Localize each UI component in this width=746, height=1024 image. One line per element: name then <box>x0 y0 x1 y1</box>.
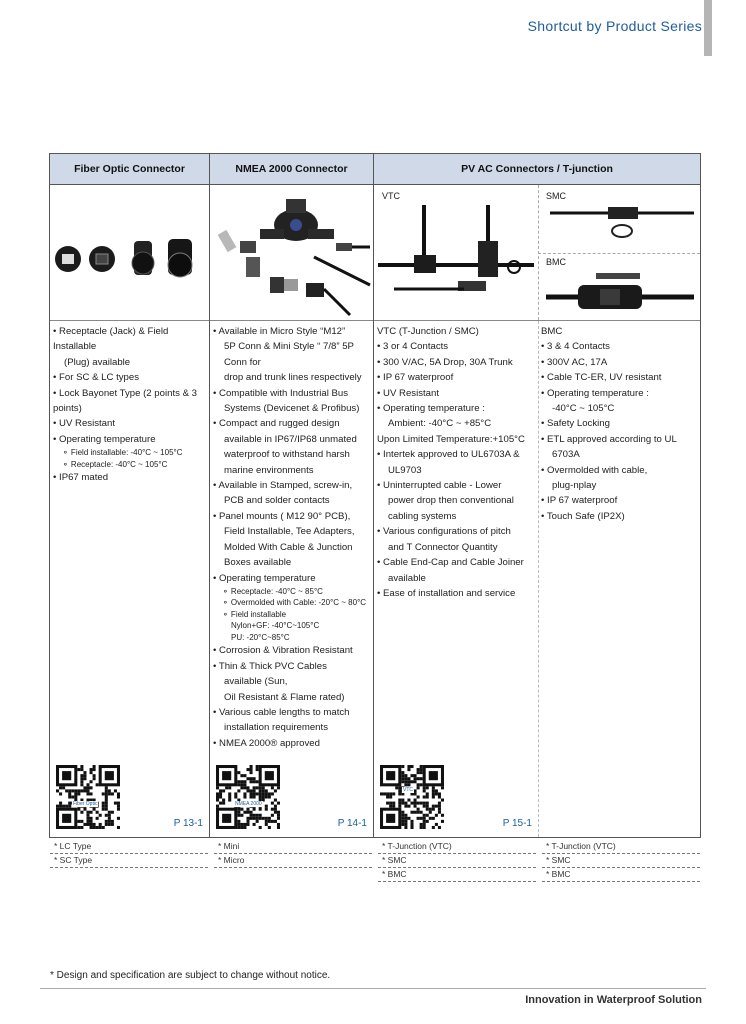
qr-code[interactable] <box>56 765 120 829</box>
feature-item: available <box>388 572 426 584</box>
feature-item: • Operating temperature <box>213 572 316 584</box>
feature-item: • UV Resistant <box>53 418 116 430</box>
sub-type-item[interactable]: * BMC <box>378 868 536 882</box>
feature-item: and T Connector Quantity <box>388 541 498 553</box>
feature-item: • Available in Stamped, screw-in, <box>213 480 353 492</box>
feature-item: VTC (T-Junction / SMC) <box>377 326 479 337</box>
feature-item: • Compact and rugged design <box>213 418 340 430</box>
qr-tag: VTC <box>403 787 413 793</box>
sub-type-item[interactable]: * LC Type <box>50 840 208 854</box>
feature-item: -40°C ~ 105°C <box>552 403 615 415</box>
feature-item: ⚬ Field installable: -40°C ~ 105°C <box>62 448 183 458</box>
sub-type-item[interactable]: * SMC <box>542 854 700 868</box>
column-title: PV AC Connectors / T-junction <box>374 154 700 185</box>
column-nmea-2000 <box>210 154 374 837</box>
feature-list <box>210 321 373 751</box>
feature-item: Nylon+GF: -40°C~105°C <box>231 621 320 631</box>
feature-item: waterproof to withstand harsh <box>224 449 350 461</box>
feature-item: • Operating temperature <box>53 433 156 445</box>
sub-type-item[interactable]: * Micro <box>214 854 372 868</box>
feature-item: • ETL approved according to UL <box>541 433 677 445</box>
feature-item: cabling systems <box>388 510 457 522</box>
fiber-optic-connector-image <box>50 185 209 321</box>
feature-item: Ambient: -40°C ~ +85°C <box>388 418 492 430</box>
feature-item: • UV Resistant <box>377 387 440 399</box>
feature-item: Field Installable, Tee Adapters, <box>224 526 355 538</box>
sub-type-list <box>542 840 700 882</box>
qr-code[interactable] <box>216 765 280 829</box>
page-reference[interactable]: P 13-1 <box>173 818 203 829</box>
column-pv-ac <box>374 154 700 837</box>
pv-ac-connector-images <box>374 185 700 321</box>
feature-item: Molded With Cable & Junction <box>224 541 353 553</box>
feature-item: • 300V AC, 17A <box>541 356 608 368</box>
sub-type-item[interactable]: * SC Type <box>50 854 208 868</box>
feature-item: • Uninterrupted cable - Lower <box>377 480 502 492</box>
feature-item: • Cable TC-ER, UV resistant <box>541 372 662 384</box>
feature-item: Boxes available <box>224 557 292 569</box>
nmea-2000-connector-image <box>210 185 373 321</box>
feature-item: • For SC & LC types <box>53 372 139 384</box>
feature-item: • Cable End-Cap and Cable Joiner <box>377 557 524 569</box>
feature-item: • IP 67 waterproof <box>377 372 454 384</box>
page-reference[interactable]: P 15-1 <box>502 818 532 829</box>
feature-item: Oil Resistant & Flame rated) <box>224 691 345 703</box>
page-header-title: Shortcut by Product Series <box>527 18 702 34</box>
feature-item: ⚬ Receptacle: -40°C ~ 85°C <box>222 586 323 596</box>
feature-item: 6703A <box>552 449 580 461</box>
image-label-bmc: BMC <box>546 257 566 267</box>
feature-item: • 300 V/AC, 5A Drop, 30A Trunk <box>377 356 513 368</box>
feature-list-vtc <box>374 321 537 601</box>
feature-item: • Overmolded with cable, <box>541 464 648 476</box>
header-accent-bar <box>704 0 712 56</box>
feature-item: 5P Conn & Mini Style “ 7/8” 5P <box>224 341 354 353</box>
feature-item: available in IP67/IP68 unmated <box>224 433 357 445</box>
feature-item: plug-nplay <box>552 480 597 492</box>
sub-type-item[interactable]: * SMC <box>378 854 536 868</box>
feature-item: installation requirements <box>224 722 328 734</box>
feature-item: • Ease of installation and service <box>377 587 516 599</box>
feature-item: • 3 or 4 Contacts <box>377 341 449 353</box>
qr-tag: Fiber Optic <box>73 801 98 807</box>
feature-item: • Operating temperature : <box>541 387 649 399</box>
feature-item: • Intertek approved to UL6703A & <box>377 449 520 461</box>
sub-type-item[interactable]: * BMC <box>542 868 700 882</box>
feature-list-bmc <box>538 321 700 524</box>
column-title: NMEA 2000 Connector <box>210 154 373 185</box>
feature-item: • IP67 mated <box>53 472 109 484</box>
feature-item: available (Sun, <box>224 676 288 688</box>
feature-list <box>50 321 209 486</box>
column-divider <box>538 321 539 837</box>
image-label-smc: SMC <box>546 191 566 201</box>
footer-brand: Innovation in Waterproof Solution <box>525 994 702 1006</box>
feature-item: PCB and solder contacts <box>224 495 330 507</box>
feature-item: • Thin & Thick PVC Cables <box>213 660 327 672</box>
feature-item: • Corrosion & Vibration Resistant <box>213 645 353 657</box>
feature-item: • NMEA 2000® approved <box>213 737 320 749</box>
feature-item: BMC <box>541 326 563 337</box>
feature-item: • Various configurations of pitch <box>377 526 511 538</box>
sub-type-item[interactable]: * T-Junction (VTC) <box>378 840 536 854</box>
footer-note: * Design and specification are subject to change without notice. <box>50 970 331 981</box>
feature-item: PU: -20°C~85°C <box>231 632 290 642</box>
sub-type-list <box>214 840 372 868</box>
feature-item: • Touch Safe (IP2X) <box>541 510 625 522</box>
image-label-vtc: VTC <box>382 191 400 201</box>
feature-item: UL9703 <box>388 464 422 476</box>
feature-item: • Receptacle (Jack) & Field Installable <box>53 326 169 353</box>
feature-item: power drop then conventional <box>388 495 514 507</box>
feature-item: • Compatible with Industrial Bus <box>213 387 349 399</box>
feature-item: • Operating temperature : <box>377 403 485 415</box>
feature-item: • Safety Locking <box>541 418 610 430</box>
feature-item: marine environments <box>224 464 314 476</box>
sub-type-list <box>50 840 208 868</box>
sub-type-item[interactable]: * Mini <box>214 840 372 854</box>
feature-item: • 3 & 4 Contacts <box>541 341 610 353</box>
column-title: Fiber Optic Connector <box>50 154 209 185</box>
page-reference[interactable]: P 14-1 <box>337 818 367 829</box>
feature-item: ⚬ Overmolded with Cable: -20°C ~ 80°C <box>222 598 367 608</box>
product-series-table <box>49 153 701 838</box>
feature-item: • Panel mounts ( M12 90° PCB), <box>213 510 351 522</box>
sub-type-list <box>378 840 536 882</box>
feature-item: Systems (Devicenet & Profibus) <box>224 403 360 415</box>
footer-divider <box>40 988 706 989</box>
feature-item: drop and trunk lines respectively <box>224 372 362 384</box>
feature-item: Conn for <box>224 356 261 368</box>
feature-item: • Various cable lengths to match <box>213 707 350 719</box>
qr-tag: NMEA 2000 <box>235 801 262 807</box>
column-fiber-optic <box>50 154 210 837</box>
feature-item: (Plug) available <box>64 356 131 368</box>
sub-type-item[interactable]: * T-Junction (VTC) <box>542 840 700 854</box>
qr-code[interactable] <box>380 765 444 829</box>
feature-item: • Available in Micro Style “M12” <box>213 326 346 337</box>
feature-item: ⚬ Receptacle: -40°C ~ 105°C <box>62 459 168 469</box>
feature-item: • Lock Bayonet Type (2 points & 3 points) <box>53 387 197 415</box>
feature-item: ⚬ Field installable <box>222 609 287 619</box>
feature-item: Upon Limited Temperature:+105°C <box>377 433 525 445</box>
feature-item: • IP 67 waterproof <box>541 495 618 507</box>
